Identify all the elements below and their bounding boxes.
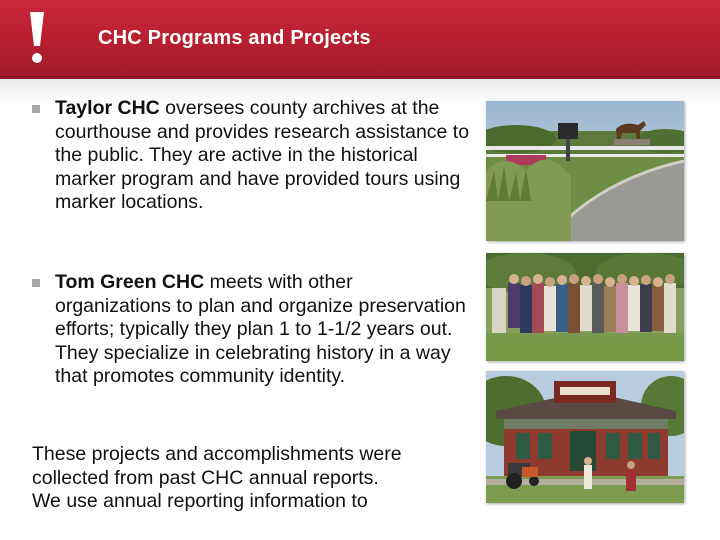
bullet-tom-green-chc <box>32 271 472 389</box>
bullet-taylor-chc <box>32 97 472 215</box>
bullet-rest: oversees county archives at the courthouse and provides research assistance to the public. They are active in the historical marker program and have provided tours using marker locations. <box>55 97 470 213</box>
closing-paragraph <box>32 443 482 514</box>
exclamation-icon <box>22 8 52 68</box>
bullet-lead: Taylor CHC <box>55 97 160 119</box>
bullet-text <box>55 97 472 215</box>
bullet-rest: meets with other organizations to plan and organize preservation efforts; typically they plan 1 to 1-1/2 years out. They specialize in celebrating history in a way that promotes community identity. <box>55 271 466 387</box>
photo-historical-marker <box>486 101 684 241</box>
closing-line-2: We use annual reporting information to <box>32 490 368 512</box>
photo-railroad-depot <box>486 371 684 503</box>
photo-period-costume-group <box>486 253 684 361</box>
bullet-square-icon <box>32 105 40 113</box>
bullet-square-icon <box>32 279 40 287</box>
page-title: CHC Programs and Projects <box>98 27 371 49</box>
bullet-text <box>55 271 472 389</box>
closing-line-1: These projects and accomplishments were collected from past CHC annual reports. <box>32 443 402 489</box>
bullet-lead: Tom Green CHC <box>55 271 205 293</box>
slide-header <box>0 0 720 79</box>
